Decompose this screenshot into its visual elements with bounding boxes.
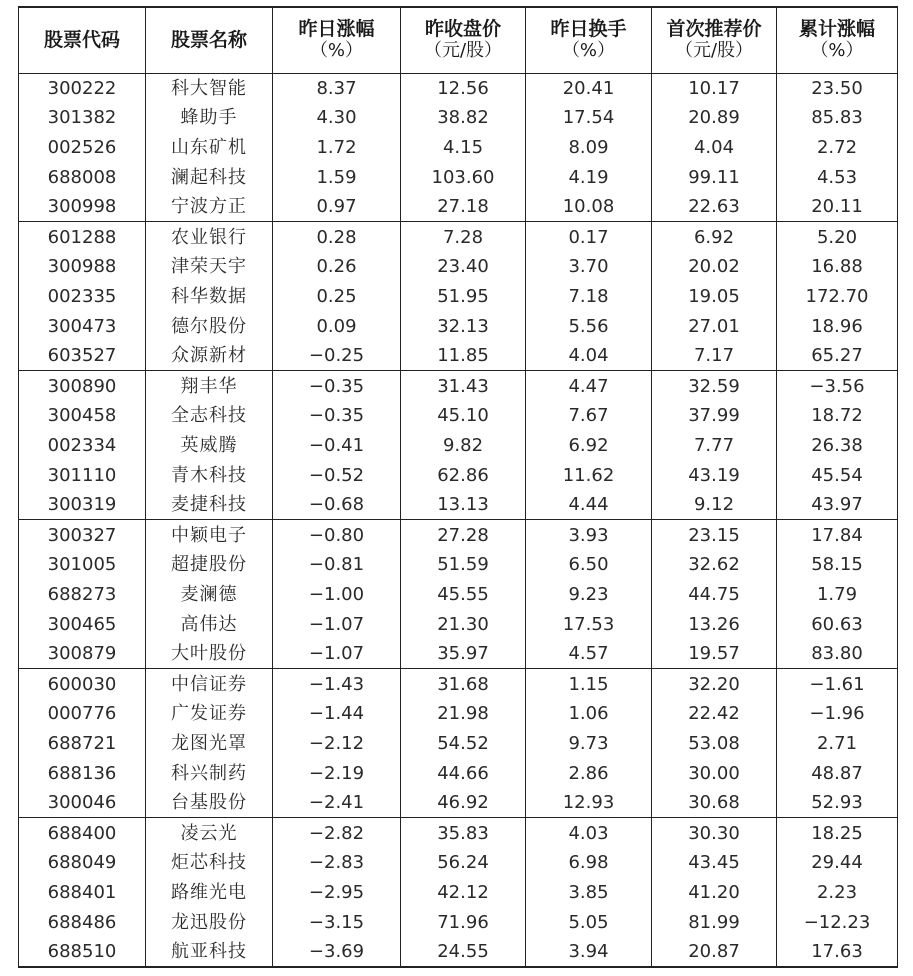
table-row	[19, 252, 898, 282]
cell-prev-close: 23.40	[401, 252, 526, 282]
cell-cumulative-change: −3.56	[777, 371, 898, 401]
cell-stock-code: 300319	[19, 490, 146, 520]
cell-stock-name: 科大智能	[146, 73, 273, 103]
cell-prev-turnover: 5.56	[526, 311, 652, 341]
cell-cumulative-change: 4.53	[777, 162, 898, 192]
cell-prev-turnover: 4.44	[526, 490, 652, 520]
table-row	[19, 460, 898, 490]
cell-stock-code: 688049	[19, 848, 146, 878]
cell-stock-name: 农业银行	[146, 222, 273, 252]
cell-prev-turnover: 3.93	[526, 520, 652, 550]
cell-prev-close: 51.95	[401, 282, 526, 312]
table-row	[19, 937, 898, 967]
cell-prev-close: 12.56	[401, 73, 526, 103]
cell-cumulative-change: 85.83	[777, 103, 898, 133]
cell-prev-change: −2.95	[273, 878, 401, 908]
cell-cumulative-change: 18.72	[777, 401, 898, 431]
cell-prev-close: 46.92	[401, 788, 526, 818]
cell-cumulative-change: 65.27	[777, 341, 898, 371]
cell-prev-close: 21.98	[401, 699, 526, 729]
table-row	[19, 699, 898, 729]
cell-prev-change: 4.30	[273, 103, 401, 133]
cell-prev-change: −1.07	[273, 639, 401, 669]
cell-cumulative-change: 58.15	[777, 550, 898, 580]
cell-stock-code: 688510	[19, 937, 146, 967]
cell-cumulative-change: 2.23	[777, 878, 898, 908]
cell-prev-close: 103.60	[401, 162, 526, 192]
cell-stock-name: 中信证券	[146, 669, 273, 699]
cell-prev-change: 0.25	[273, 282, 401, 312]
cell-prev-turnover: 11.62	[526, 460, 652, 490]
cell-prev-close: 27.18	[401, 192, 526, 222]
cell-stock-code: 002335	[19, 282, 146, 312]
table-row	[19, 371, 898, 401]
cell-prev-change: 8.37	[273, 73, 401, 103]
cell-prev-close: 56.24	[401, 848, 526, 878]
cell-first-rec-price: 22.63	[652, 192, 777, 222]
cell-prev-turnover: 9.73	[526, 729, 652, 759]
cell-prev-change: −2.82	[273, 818, 401, 848]
table-row	[19, 758, 898, 788]
cell-prev-change: −3.69	[273, 937, 401, 967]
cell-prev-turnover: 6.92	[526, 431, 652, 461]
cell-stock-name: 超捷股份	[146, 550, 273, 580]
cell-prev-change: −0.41	[273, 431, 401, 461]
cell-stock-code: 300879	[19, 639, 146, 669]
cell-prev-change: 0.26	[273, 252, 401, 282]
table-row	[19, 788, 898, 818]
cell-cumulative-change: 83.80	[777, 639, 898, 669]
cell-stock-code: 300046	[19, 788, 146, 818]
table-row	[19, 818, 898, 848]
cell-first-rec-price: 9.12	[652, 490, 777, 520]
cell-prev-turnover: 7.67	[526, 401, 652, 431]
cell-prev-change: −0.68	[273, 490, 401, 520]
cell-stock-name: 炬芯科技	[146, 848, 273, 878]
cell-first-rec-price: 53.08	[652, 729, 777, 759]
cell-stock-name: 科华数据	[146, 282, 273, 312]
cell-stock-code: 600030	[19, 669, 146, 699]
cell-first-rec-price: 7.77	[652, 431, 777, 461]
cell-stock-code: 000776	[19, 699, 146, 729]
cell-stock-code: 300465	[19, 609, 146, 639]
cell-stock-code: 300988	[19, 252, 146, 282]
cell-prev-turnover: 4.47	[526, 371, 652, 401]
cell-prev-turnover: 7.18	[526, 282, 652, 312]
cell-prev-turnover: 9.23	[526, 580, 652, 610]
cell-prev-turnover: 3.94	[526, 937, 652, 967]
cell-cumulative-change: 60.63	[777, 609, 898, 639]
cell-stock-code: 688721	[19, 729, 146, 759]
cell-first-rec-price: 10.17	[652, 73, 777, 103]
cell-cumulative-change: 20.11	[777, 192, 898, 222]
cell-prev-change: −2.12	[273, 729, 401, 759]
header-prev-change: 昨日涨幅 （%）	[273, 7, 401, 73]
table-row	[19, 609, 898, 639]
cell-prev-turnover: 1.06	[526, 699, 652, 729]
cell-cumulative-change: 16.88	[777, 252, 898, 282]
cell-stock-name: 麦澜德	[146, 580, 273, 610]
cell-prev-turnover: 6.98	[526, 848, 652, 878]
cell-prev-close: 21.30	[401, 609, 526, 639]
cell-prev-change: −0.80	[273, 520, 401, 550]
cell-cumulative-change: 5.20	[777, 222, 898, 252]
cell-stock-name: 台基股份	[146, 788, 273, 818]
header-row	[19, 7, 898, 73]
cell-stock-code: 688400	[19, 818, 146, 848]
cell-first-rec-price: 30.00	[652, 758, 777, 788]
cell-stock-code: 688136	[19, 758, 146, 788]
cell-prev-close: 35.83	[401, 818, 526, 848]
table-row	[19, 848, 898, 878]
cell-first-rec-price: 43.45	[652, 848, 777, 878]
cell-prev-close: 4.15	[401, 133, 526, 163]
cell-stock-code: 688486	[19, 907, 146, 937]
cell-cumulative-change: 18.25	[777, 818, 898, 848]
header-prev-turnover: 昨日换手 （%）	[526, 7, 652, 73]
table-header	[19, 7, 898, 73]
cell-prev-turnover: 3.70	[526, 252, 652, 282]
cell-prev-close: 54.52	[401, 729, 526, 759]
cell-prev-change: 0.97	[273, 192, 401, 222]
cell-cumulative-change: −12.23	[777, 907, 898, 937]
cell-first-rec-price: 30.68	[652, 788, 777, 818]
cell-first-rec-price: 19.05	[652, 282, 777, 312]
cell-stock-code: 301110	[19, 460, 146, 490]
table-row	[19, 133, 898, 163]
cell-cumulative-change: 23.50	[777, 73, 898, 103]
cell-cumulative-change: 18.96	[777, 311, 898, 341]
cell-prev-close: 31.68	[401, 669, 526, 699]
cell-stock-code: 688401	[19, 878, 146, 908]
table-row	[19, 401, 898, 431]
stock-table	[18, 6, 898, 968]
cell-prev-turnover: 1.15	[526, 669, 652, 699]
cell-prev-change: −3.15	[273, 907, 401, 937]
cell-prev-close: 51.59	[401, 550, 526, 580]
table-body	[19, 73, 898, 967]
header-stock-name: 股票名称	[146, 7, 273, 73]
cell-stock-code: 688008	[19, 162, 146, 192]
cell-prev-close: 44.66	[401, 758, 526, 788]
cell-prev-change: −1.00	[273, 580, 401, 610]
cell-stock-name: 宁波方正	[146, 192, 273, 222]
cell-stock-code: 601288	[19, 222, 146, 252]
cell-prev-close: 38.82	[401, 103, 526, 133]
cell-prev-turnover: 4.19	[526, 162, 652, 192]
cell-stock-name: 中颖电子	[146, 520, 273, 550]
cell-cumulative-change: 52.93	[777, 788, 898, 818]
cell-stock-code: 002526	[19, 133, 146, 163]
cell-stock-name: 广发证券	[146, 699, 273, 729]
cell-cumulative-change: 26.38	[777, 431, 898, 461]
table-row	[19, 103, 898, 133]
cell-stock-code: 301382	[19, 103, 146, 133]
cell-prev-close: 31.43	[401, 371, 526, 401]
table-row	[19, 729, 898, 759]
cell-prev-turnover: 4.03	[526, 818, 652, 848]
cell-prev-close: 32.13	[401, 311, 526, 341]
cell-first-rec-price: 32.62	[652, 550, 777, 580]
cell-first-rec-price: 37.99	[652, 401, 777, 431]
cell-stock-name: 翔丰华	[146, 371, 273, 401]
cell-first-rec-price: 23.15	[652, 520, 777, 550]
cell-prev-change: −1.07	[273, 609, 401, 639]
cell-prev-turnover: 20.41	[526, 73, 652, 103]
cell-stock-code: 300222	[19, 73, 146, 103]
cell-cumulative-change: 29.44	[777, 848, 898, 878]
cell-stock-name: 德尔股份	[146, 311, 273, 341]
table-row	[19, 669, 898, 699]
cell-prev-change: −2.83	[273, 848, 401, 878]
cell-stock-name: 科兴制药	[146, 758, 273, 788]
cell-cumulative-change: 45.54	[777, 460, 898, 490]
cell-prev-close: 62.86	[401, 460, 526, 490]
cell-cumulative-change: 1.79	[777, 580, 898, 610]
cell-prev-turnover: 3.85	[526, 878, 652, 908]
cell-stock-name: 全志科技	[146, 401, 273, 431]
cell-cumulative-change: 2.72	[777, 133, 898, 163]
table-row	[19, 907, 898, 937]
cell-first-rec-price: 32.20	[652, 669, 777, 699]
table-row	[19, 490, 898, 520]
cell-prev-close: 45.55	[401, 580, 526, 610]
cell-prev-close: 9.82	[401, 431, 526, 461]
cell-cumulative-change: 48.87	[777, 758, 898, 788]
cell-first-rec-price: 44.75	[652, 580, 777, 610]
table-row	[19, 520, 898, 550]
cell-prev-turnover: 0.17	[526, 222, 652, 252]
table-row	[19, 878, 898, 908]
cell-prev-change: 0.28	[273, 222, 401, 252]
cell-stock-code: 688273	[19, 580, 146, 610]
cell-stock-name: 龙图光罩	[146, 729, 273, 759]
header-cumulative-change: 累计涨幅 （%）	[777, 7, 898, 73]
table-row	[19, 73, 898, 103]
cell-cumulative-change: 43.97	[777, 490, 898, 520]
cell-prev-close: 13.13	[401, 490, 526, 520]
cell-first-rec-price: 27.01	[652, 311, 777, 341]
cell-prev-close: 24.55	[401, 937, 526, 967]
cell-prev-change: −0.81	[273, 550, 401, 580]
cell-prev-turnover: 6.50	[526, 550, 652, 580]
cell-stock-name: 大叶股份	[146, 639, 273, 669]
cell-first-rec-price: 20.89	[652, 103, 777, 133]
cell-prev-turnover: 10.08	[526, 192, 652, 222]
cell-stock-code: 300473	[19, 311, 146, 341]
cell-cumulative-change: −1.61	[777, 669, 898, 699]
cell-stock-name: 津荣天宇	[146, 252, 273, 282]
cell-prev-change: 0.09	[273, 311, 401, 341]
cell-prev-close: 42.12	[401, 878, 526, 908]
cell-prev-change: 1.59	[273, 162, 401, 192]
cell-stock-name: 蜂助手	[146, 103, 273, 133]
cell-stock-name: 英威腾	[146, 431, 273, 461]
table-row	[19, 282, 898, 312]
cell-prev-change: −2.41	[273, 788, 401, 818]
cell-prev-turnover: 8.09	[526, 133, 652, 163]
cell-prev-change: −0.52	[273, 460, 401, 490]
cell-stock-name: 麦捷科技	[146, 490, 273, 520]
cell-prev-change: −1.44	[273, 699, 401, 729]
cell-stock-name: 高伟达	[146, 609, 273, 639]
cell-stock-name: 航亚科技	[146, 937, 273, 967]
cell-first-rec-price: 43.19	[652, 460, 777, 490]
cell-prev-turnover: 4.57	[526, 639, 652, 669]
table-row	[19, 580, 898, 610]
header-first-rec-price: 首次推荐价 （元/股）	[652, 7, 777, 73]
cell-prev-close: 35.97	[401, 639, 526, 669]
cell-stock-name: 青木科技	[146, 460, 273, 490]
cell-prev-turnover: 4.04	[526, 341, 652, 371]
cell-prev-close: 27.28	[401, 520, 526, 550]
table-row	[19, 162, 898, 192]
cell-prev-close: 45.10	[401, 401, 526, 431]
cell-prev-change: −2.19	[273, 758, 401, 788]
header-stock-code: 股票代码	[19, 7, 146, 73]
cell-stock-name: 路维光电	[146, 878, 273, 908]
cell-prev-turnover: 2.86	[526, 758, 652, 788]
cell-prev-close: 71.96	[401, 907, 526, 937]
cell-prev-turnover: 12.93	[526, 788, 652, 818]
table-row	[19, 431, 898, 461]
cell-first-rec-price: 30.30	[652, 818, 777, 848]
cell-stock-name: 澜起科技	[146, 162, 273, 192]
cell-stock-name: 龙迅股份	[146, 907, 273, 937]
cell-stock-code: 301005	[19, 550, 146, 580]
cell-prev-turnover: 5.05	[526, 907, 652, 937]
cell-first-rec-price: 7.17	[652, 341, 777, 371]
cell-cumulative-change: 172.70	[777, 282, 898, 312]
cell-first-rec-price: 20.02	[652, 252, 777, 282]
cell-prev-change: −0.35	[273, 401, 401, 431]
cell-first-rec-price: 4.04	[652, 133, 777, 163]
cell-stock-code: 300998	[19, 192, 146, 222]
cell-stock-name: 众源新材	[146, 341, 273, 371]
cell-prev-change: −1.43	[273, 669, 401, 699]
stock-table-container	[18, 6, 897, 968]
cell-stock-code: 002334	[19, 431, 146, 461]
cell-stock-code: 603527	[19, 341, 146, 371]
table-row	[19, 222, 898, 252]
table-row	[19, 639, 898, 669]
cell-first-rec-price: 22.42	[652, 699, 777, 729]
cell-first-rec-price: 41.20	[652, 878, 777, 908]
cell-stock-code: 300327	[19, 520, 146, 550]
cell-stock-code: 300458	[19, 401, 146, 431]
header-prev-close: 昨收盘价 （元/股）	[401, 7, 526, 73]
cell-prev-close: 11.85	[401, 341, 526, 371]
cell-prev-turnover: 17.54	[526, 103, 652, 133]
cell-first-rec-price: 19.57	[652, 639, 777, 669]
cell-cumulative-change: 17.63	[777, 937, 898, 967]
cell-stock-code: 300890	[19, 371, 146, 401]
cell-prev-turnover: 17.53	[526, 609, 652, 639]
cell-first-rec-price: 81.99	[652, 907, 777, 937]
cell-prev-close: 7.28	[401, 222, 526, 252]
cell-first-rec-price: 13.26	[652, 609, 777, 639]
cell-prev-change: 1.72	[273, 133, 401, 163]
cell-first-rec-price: 32.59	[652, 371, 777, 401]
table-row	[19, 550, 898, 580]
cell-stock-name: 山东矿机	[146, 133, 273, 163]
cell-prev-change: −0.25	[273, 341, 401, 371]
cell-stock-name: 凌云光	[146, 818, 273, 848]
cell-cumulative-change: 17.84	[777, 520, 898, 550]
cell-cumulative-change: −1.96	[777, 699, 898, 729]
table-row	[19, 192, 898, 222]
table-row	[19, 311, 898, 341]
cell-cumulative-change: 2.71	[777, 729, 898, 759]
cell-first-rec-price: 20.87	[652, 937, 777, 967]
cell-first-rec-price: 99.11	[652, 162, 777, 192]
cell-prev-change: −0.35	[273, 371, 401, 401]
cell-first-rec-price: 6.92	[652, 222, 777, 252]
table-row	[19, 341, 898, 371]
